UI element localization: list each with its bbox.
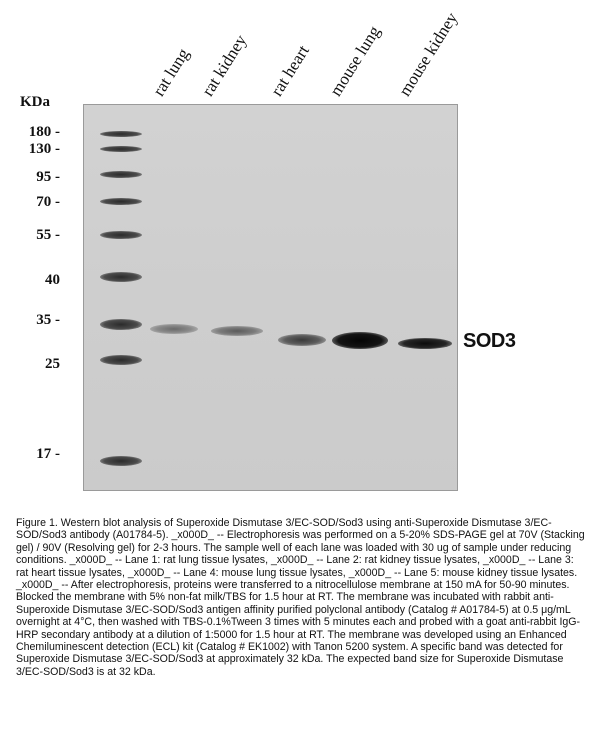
marker-label-55: 55 - [36,227,60,243]
lane-label-rat-lung: rat lung [149,44,193,100]
marker-label-40: 40 [45,272,60,288]
sample-band-rat-lung [150,324,198,334]
ladder-band-25 [100,355,142,365]
ladder-band-130 [100,146,142,152]
ladder-band-17 [100,456,142,466]
sample-band-rat-kidney [211,326,263,336]
target-protein-label: SOD3 [463,330,516,352]
sample-band-mouse-kidney [398,338,452,349]
lane-label-rat-kidney: rat kidney [198,31,251,100]
marker-label-180: 180 - [28,124,60,140]
sample-band-mouse-lung [332,332,388,349]
ladder-band-55 [100,231,142,239]
lane-label-rat-heart: rat heart [267,41,313,100]
ladder-band-45 [100,272,142,282]
western-blot-membrane [83,104,458,491]
lane-label-mouse-kidney: mouse kidney [395,8,462,100]
ladder-band-95 [100,171,142,178]
lane-label-mouse-lung: mouse lung [326,22,384,100]
sample-band-rat-heart [278,334,326,346]
marker-label-70: 70 - [36,194,60,210]
figure-caption: Figure 1. Western blot analysis of Superoxide Dismutase 3/EC-SOD/Sod3 using anti-Superoxide Dismutase 3/EC-SOD/Sod3 antibody (A01784-5). _x000D_ -- Electrophoresis was performed on a 5-20% SDS-PAGE gel at 70V (Stacking gel) / 90V (Resolving gel) for 2-3 hours. The sample well of each lane was loaded with 30 ug of sample under reducing conditions. _x000D_ -- Lane 1: rat lung tissue lysates, _x000D_ -- Lane 2: rat kidney tissue lysates, _x000D_ -- Lane 3: rat heart tissue lysates, _x000D_ -- Lane 4: mouse lung tissue lysates, _x000D_ -- Lane 5: mouse kidney tissue lysates. _x000D_ -- After electrophoresis, proteins were transferred to a nitrocellulose membrane at 150 mA for 50-90 minutes. Blocked the membrane with 5% non-fat milk/TBS for 1.5 hour at RT. The membrane was incubated with rabbit anti-Superoxide Dismutase 3/EC-SOD/Sod3 antigen affinity purified polyclonal antibody (Catalog # A01784-5) at 0.5 μg/mL overnight at 4°C, then washed with TBS-0.1%Tween 3 times with 5 minutes each and probed with a goat anti-rabbit IgG-HRP secondary antibody at a dilution of 1:5000 for 1.5 hour at RT. The membrane was developed using an Enhanced Chemiluminescent detection (ECL) kit (Catalog # EK1002) with Tanon 5200 system. A specific band was detected for Superoxide Dismutase 3/EC-SOD/Sod3 at approximately 32 kDa. The expected band size for Superoxide Dismutase 3/EC-SOD/Sod3 is at 32 kDa. [16,517,585,678]
marker-label-25: 25 [45,356,60,372]
marker-label-130: 130 - [28,141,60,157]
ladder-band-70 [100,198,142,205]
marker-label-35: 35 - [36,312,60,328]
ladder-band-180 [100,131,142,137]
marker-label-95: 95 - [36,169,60,185]
axis-unit-label: KDa [20,94,50,110]
marker-label-17: 17 - [36,446,60,462]
ladder-band-35 [100,319,142,330]
